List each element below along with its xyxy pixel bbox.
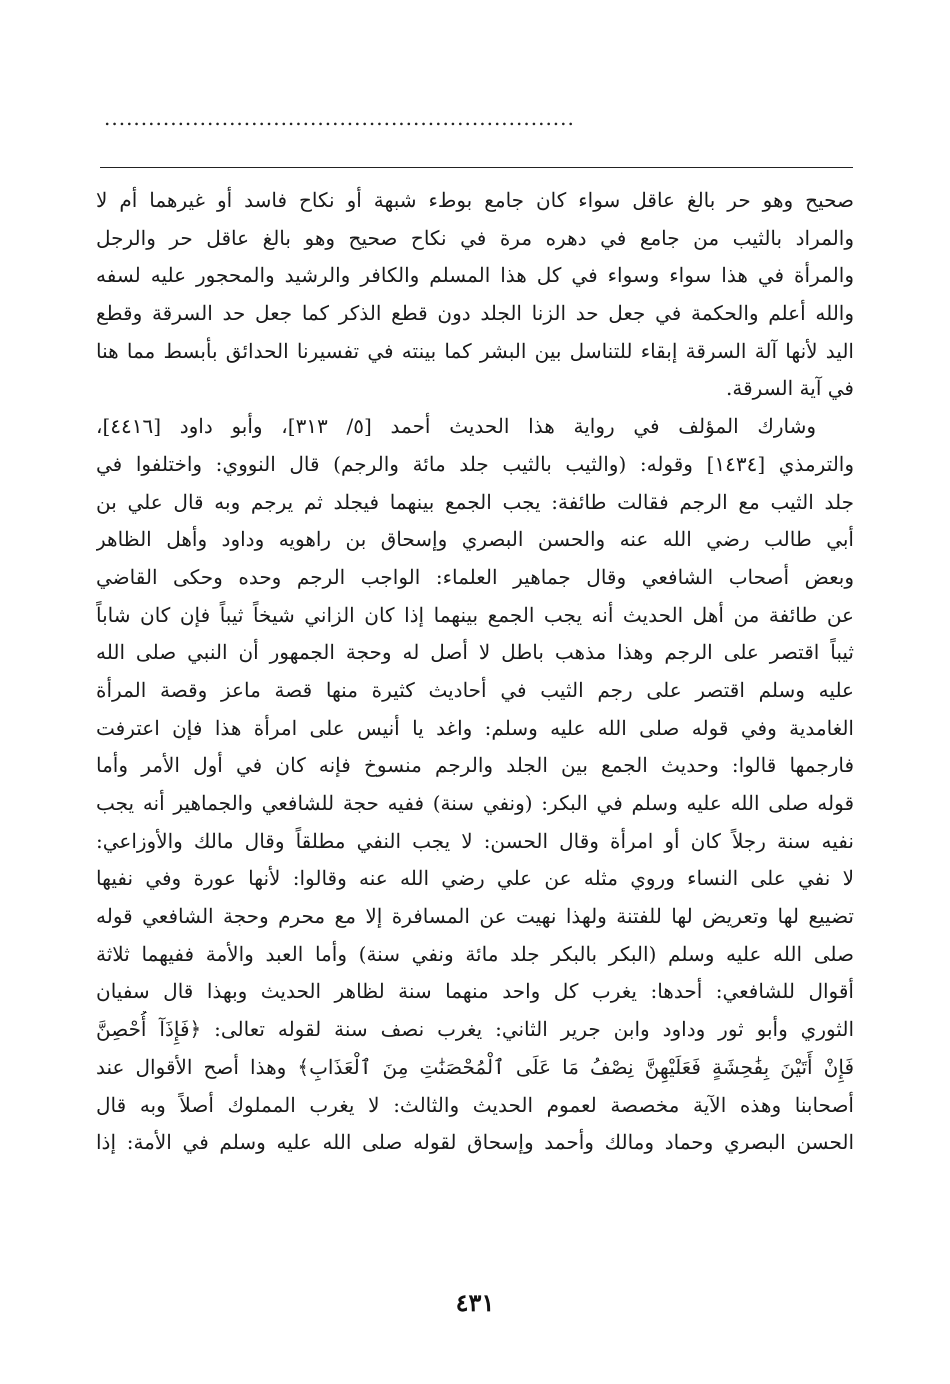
footnote-dotted-separator: ................................................................ <box>104 108 575 128</box>
text-line: ثيباً اقتصر على الرجم وهذا مذهب باطل لا أصل له وحجة الجمهور أن النبي صلى الله <box>96 640 854 665</box>
text-line: نفيه سنة رجلاً كان أو امرأة وقال الحسن: لا يجب النفي مطلقاً وقال مالك والأوزاعي: <box>96 828 854 853</box>
quran-verse-line: فَإِنْ أَتَيْنَ بِفَٰحِشَةٍ فَعَلَيْهِنَّ نِصْفُ مَا عَلَى ٱلْمُحْصَنَٰتِ مِنَ ٱلْعَذَابِ﴾ وهذا أصح الأقوال عند <box>96 1054 854 1079</box>
text-line: في آية السرقة. <box>726 376 854 401</box>
paragraph-commentary-end <box>96 182 854 408</box>
text-line: الحسن البصري وحماد ومالك وأحمد وإسحاق لقوله صلى الله عليه وسلم في الأمة: إذا <box>96 1130 854 1155</box>
text-line: عليه وسلم اقتصر على رجم الثيب في أحاديث كثيرة منها قصة ماعز وقصة المرأة <box>96 677 854 702</box>
text-line: فارجمها قالوا: وحديث الجمع بين الجلد والرجم منسوخ فإنه كان في أول الأمر وأما <box>96 753 854 778</box>
page-body <box>96 182 854 1162</box>
page-number: ٤٣١ <box>455 1288 495 1317</box>
text-line: أبي طالب رضي الله عنه والحسن البصري وإسحاق بن راهويه وداود وأهل الظاهر <box>96 527 854 552</box>
text-line: والمرأة في هذا سواء وسواء في كل هذا المسلم والكافر والرشيد والمحجور عليه لسفه <box>96 263 854 288</box>
paragraph-hadith-commentary <box>96 408 854 1162</box>
text-separator-rule <box>100 167 853 168</box>
text-line: أقوال للشافعي: أحدها: يغرب كل واحد منهما سنة لظاهر الحديث وبهذا قال سفيان <box>96 979 854 1004</box>
text-line: تضييع لها وتعريض لها للفتنة ولهذا نهيت عن المسافرة إلا مع محرم وحجة الشافعي قوله <box>96 904 854 929</box>
text-line: أصحابنا وهذه الآية مخصصة لعموم الحديث والثالث: لا يغرب المملوك أصلاً وبه قال <box>96 1092 854 1117</box>
text-line: وشارك المؤلف في رواية هذا الحديث أحمد [٥/ ٣١٣]، وأبو داود [٤٤١٦]، <box>96 414 816 439</box>
text-line: جلد الثيب مع الرجم فقالت طائفة: يجب الجمع بينهما فيجلد ثم يرجم وبه قال علي بن <box>96 489 854 514</box>
text-line: والترمذي [١٤٣٤] وقوله: (والثيب بالثيب جلد مائة والرجم) قال النووي: واختلفوا في <box>96 451 854 476</box>
text-line: عن طائفة من أهل الحديث أنه يجب الجمع بينهما إذا كان الزاني شيخاً ثيباً فإن كان شاباً <box>96 602 854 627</box>
text-line: الثوري وأبو ثور وداود وابن جرير الثاني: يغرب نصف سنة لقوله تعالى: ﴿فَإِذَآ أُحْصِنَّ <box>96 1017 854 1042</box>
text-line: والله أعلم والحكمة في جعل حد الزنا الجلد دون قطع الذكر كما جعل حد السرقة وقطع <box>96 301 854 326</box>
text-line: والمراد بالثيب من جامع في دهره مرة في نكاح صحيح وهو بالغ عاقل حر والرجل <box>96 225 854 250</box>
text-line: الغامدية وفي قوله صلى الله عليه وسلم: واغد يا أنيس على امرأة هذا فإن اعترفت <box>96 715 854 740</box>
text-line: صلى الله عليه وسلم (البكر بالبكر جلد مائة ونفي سنة) وأما العبد والأمة ففيهما ثلاثة <box>96 941 854 966</box>
text-line: اليد لأنها آلة السرقة إبقاء للتناسل بين البشر كما بينته في تفسيرنا الحدائق بأبسط مما هنا <box>96 338 854 363</box>
text-line: صحيح وهو حر بالغ عاقل سواء كان جامع بوطء شبهة أو نكاح فاسد أو غيرهما أم لا <box>96 188 854 212</box>
text-line: لا نفي على النساء وروي مثله عن علي رضي الله عنه وقالوا: لأنها عورة وفي نفيها <box>96 866 854 891</box>
text-line: قوله صلى الله عليه وسلم في البكر: (ونفي سنة) ففيه حجة للشافعي والجماهير أنه يجب <box>96 791 854 815</box>
text-line: وبعض أصحاب الشافعي وقال جماهير العلماء: الواجب الرجم وحده وحكى القاضي <box>96 564 854 589</box>
